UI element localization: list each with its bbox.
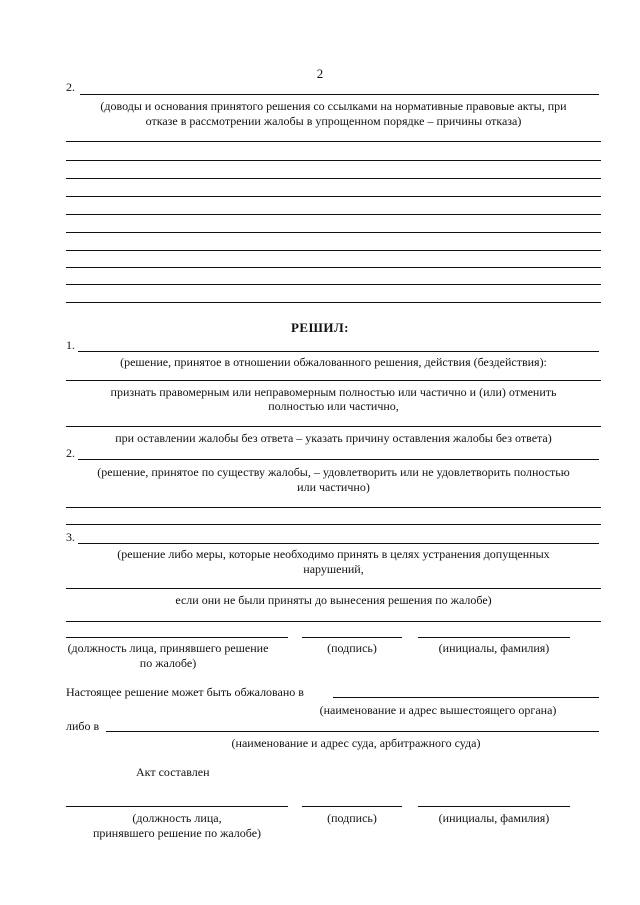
fill-line[interactable] [66, 267, 601, 268]
or-in-text: либо в [66, 719, 100, 733]
item3-number: 3. [66, 530, 75, 544]
fill-line[interactable] [66, 284, 601, 285]
initials-line[interactable] [418, 806, 570, 807]
fill-line[interactable] [78, 351, 599, 352]
position-line[interactable] [66, 806, 288, 807]
or-in-note: (наименование и адрес суда, арбитражного суда) [231, 736, 481, 750]
act-compiled-text: Акт составлен [136, 765, 210, 779]
fill-line[interactable] [333, 697, 599, 698]
fill-line[interactable] [66, 178, 601, 179]
sign1-initials: (инициалы, фамилия) [438, 641, 550, 655]
position-line[interactable] [66, 637, 288, 638]
fill-line[interactable] [66, 588, 601, 589]
item3-note-line3: если они не были приняты до вынесения решения по жалобе) [175, 593, 492, 607]
signature-line[interactable] [302, 806, 402, 807]
item1-note-line4: при оставлении жалобы без ответа – указать причину оставления жалобы без ответа) [115, 431, 552, 445]
fill-line[interactable] [66, 160, 601, 161]
sign1-position-line2: по жалобе) [139, 656, 197, 670]
appeal-note: (наименование и адрес вышестоящего органа) [319, 703, 557, 717]
fill-line[interactable] [106, 731, 599, 732]
fill-line[interactable] [66, 250, 601, 251]
item2-note-line2: или частично) [297, 480, 370, 494]
item1-number: 1. [66, 338, 75, 352]
fill-line[interactable] [66, 507, 601, 508]
fill-line[interactable] [66, 232, 601, 233]
item1-note-line3: полностью или частично, [268, 399, 399, 413]
fill-line[interactable] [66, 214, 601, 215]
fill-line[interactable] [66, 141, 601, 142]
fill-line[interactable] [66, 621, 601, 622]
signature-line[interactable] [302, 637, 402, 638]
sign1-signature: (подпись) [327, 641, 377, 655]
page-number: 2 [316, 66, 324, 81]
fill-line[interactable] [78, 543, 599, 544]
fill-line[interactable] [66, 380, 601, 381]
item3-note-line2: нарушений, [303, 562, 364, 576]
reasons-note-line2: отказе в рассмотрении жалобы в упрощенном порядке – причины отказа) [145, 114, 522, 128]
appeal-text: Настоящее решение может быть обжаловано в [66, 685, 304, 699]
reasons-note-line1: (доводы и основания принятого решения со ссылками на нормативные правовые акты, при [100, 99, 567, 113]
fill-line[interactable] [66, 426, 601, 427]
item1-note-line1: (решение, принятое в отношении обжалованного решения, действия (бездействия): [120, 355, 547, 369]
sign2-position-line2: принявшего решение по жалобе) [92, 826, 262, 840]
fill-line[interactable] [66, 524, 601, 525]
sign2-signature: (подпись) [327, 811, 377, 825]
sign2-initials: (инициалы, фамилия) [438, 811, 550, 825]
section-number: 2. [66, 80, 75, 94]
item3-note-line1: (решение либо меры, которые необходимо принять в целях устранения допущенных [117, 547, 550, 561]
sign2-position-line1: (должность лица, [132, 811, 222, 825]
fill-line[interactable] [66, 302, 601, 303]
item2-note-line1: (решение, принятое по существу жалобы, – удовлетворить или не удовлетворить полностью [97, 465, 570, 479]
decided-heading: РЕШИЛ: [290, 320, 349, 335]
fill-line[interactable] [78, 459, 599, 460]
item1-note-line2: признать правомерным или неправомерным полностью или частично и (или) отменить [110, 385, 557, 399]
initials-line[interactable] [418, 637, 570, 638]
fill-line[interactable] [80, 94, 599, 95]
sign1-position-line1: (должность лица, принявшего решение [67, 641, 269, 655]
item2-number: 2. [66, 446, 75, 460]
fill-line[interactable] [66, 196, 601, 197]
